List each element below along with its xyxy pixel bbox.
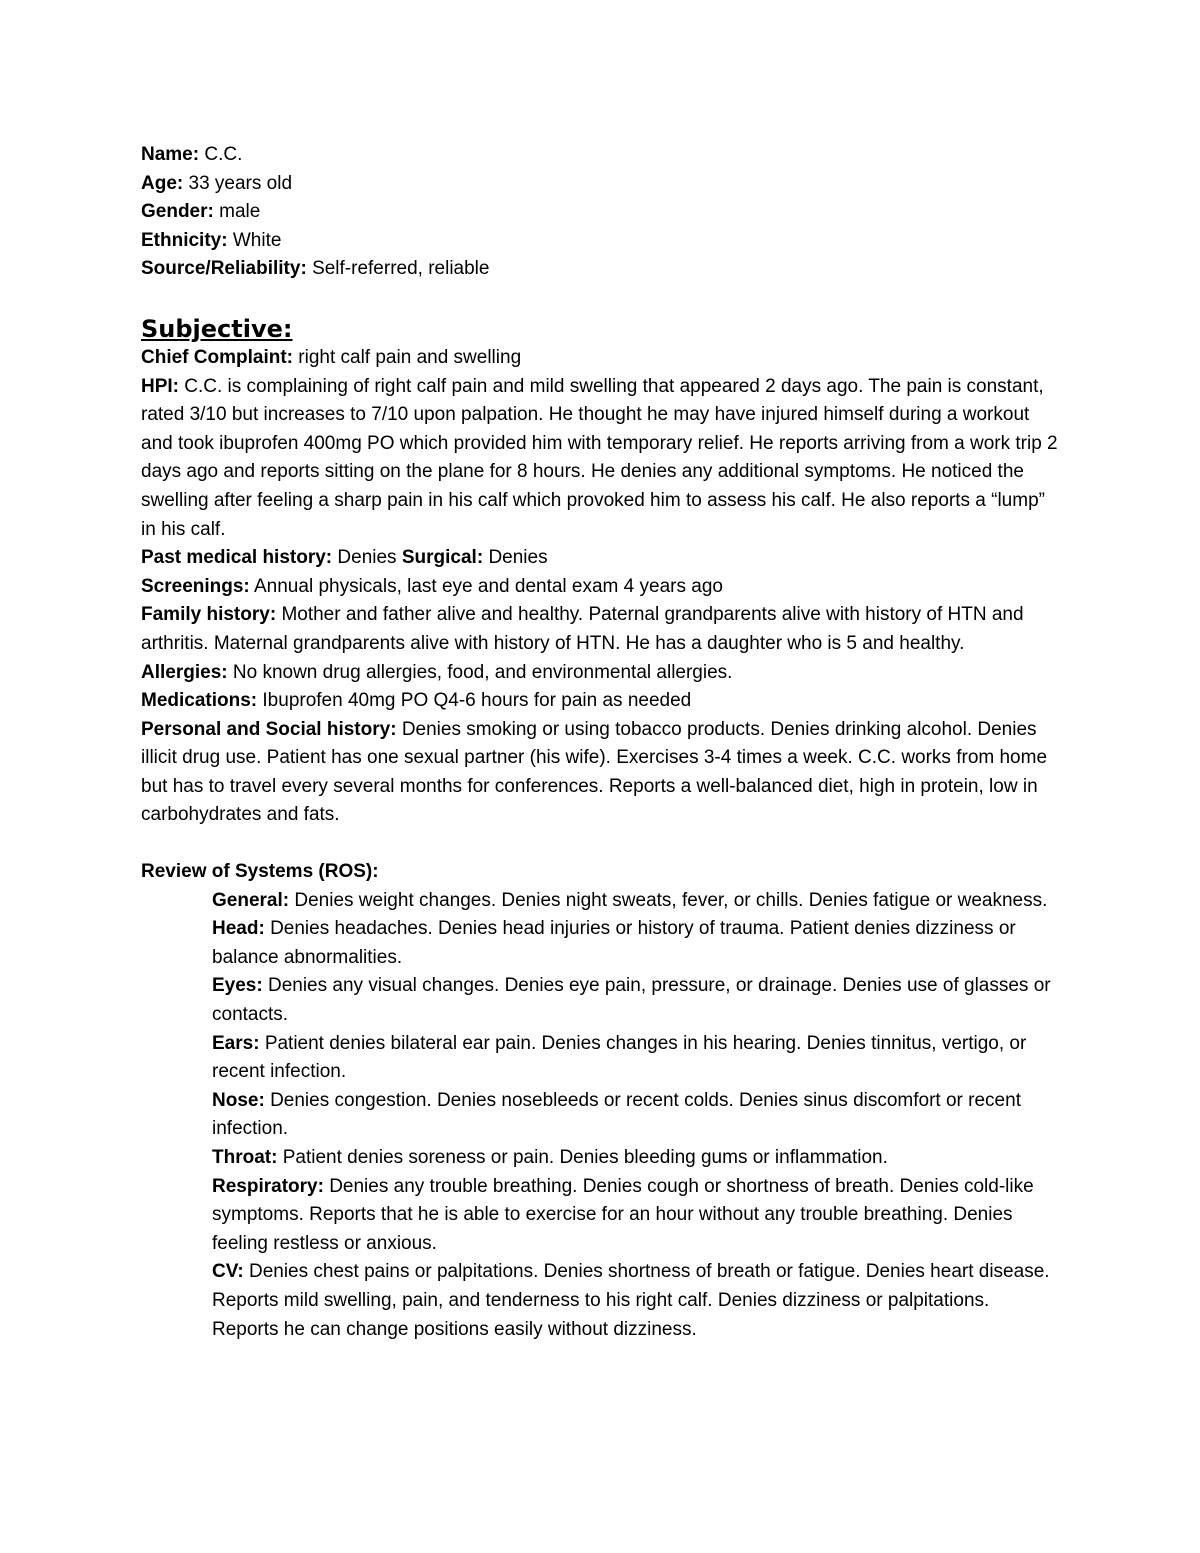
screenings-value: Annual physicals, last eye and dental exam 4 years ago	[254, 575, 723, 597]
ros-list	[212, 887, 1061, 1345]
pmh-line	[141, 544, 1061, 573]
ros-label: Respiratory:	[212, 1175, 324, 1197]
ros-value: Denies any visual changes. Denies eye pain, pressure, or drainage. Denies use of glasses or contacts.	[212, 975, 1051, 1026]
subjective-heading: Subjective:	[141, 314, 293, 343]
ros-item-eyes	[212, 972, 1061, 1029]
name-line	[141, 141, 1061, 170]
document-page	[141, 141, 1061, 1344]
social-value: Denies smoking or using tobacco products. Denies drinking alcohol. Denies illicit drug use. Patient has one sexual partner (his wife). Exercises 3-4 times a week. C.C. works from home but has to travel every several months for conferences. Reports a well-balanced diet, high in protein, low in carbohydrates and fats.	[141, 718, 1048, 826]
ethnicity-value: White	[232, 229, 282, 251]
ros-item-head	[212, 915, 1061, 972]
gender-value: male	[219, 201, 261, 223]
ros-value: Patient denies bilateral ear pain. Denies changes in his hearing. Denies tinnitus, vertigo, or recent infection.	[212, 1032, 1027, 1083]
gender-line	[141, 198, 1061, 227]
ros-label: General:	[212, 889, 290, 911]
allergies-label: Allergies:	[141, 661, 228, 683]
ros-item-general	[212, 887, 1061, 916]
source-value: Self-referred, reliable	[312, 258, 490, 280]
ros-heading: Review of Systems (ROS):	[141, 861, 379, 883]
family-label: Family history:	[141, 604, 277, 626]
ros-item-ears	[212, 1030, 1061, 1087]
family-history	[141, 601, 1061, 658]
surgical-label: Surgical:	[401, 547, 484, 569]
hpi-paragraph	[141, 373, 1061, 545]
family-value: Mother and father alive and healthy. Paternal grandparents alive with history of HTN and arthritis. Maternal grandparents alive with history of HTN. He has a daughter who is 5 and healthy.	[141, 604, 1024, 654]
ethnicity-line	[141, 227, 1061, 256]
allergies-value: No known drug allergies, food, and environmental allergies.	[232, 661, 733, 683]
hpi-label: HPI:	[141, 375, 179, 397]
chief-complaint	[141, 344, 1061, 373]
allergies-line	[141, 659, 1061, 688]
medications-line	[141, 687, 1061, 716]
ros-value: Denies weight changes. Denies night sweats, fever, or chills. Denies fatigue or weakness.	[294, 889, 1048, 911]
ros-label: Ears:	[212, 1032, 260, 1054]
age-value: 33 years old	[188, 172, 293, 194]
age-line	[141, 170, 1061, 199]
medications-label: Medications:	[141, 690, 258, 712]
pmh-value: Denies	[337, 547, 397, 569]
pmh-label: Past medical history:	[141, 547, 333, 569]
name-value: C.C.	[204, 144, 243, 165]
ros-label: CV:	[212, 1261, 244, 1283]
source-line	[141, 255, 1061, 284]
ros-label: Eyes:	[212, 975, 263, 997]
medications-value: Ibuprofen 40mg PO Q4-6 hours for pain as needed	[262, 690, 692, 712]
name-label: Name:	[141, 144, 200, 165]
ros-label: Throat:	[212, 1147, 278, 1168]
screenings-label: Screenings:	[141, 575, 250, 597]
gender-label: Gender:	[141, 201, 214, 223]
ros-value: Patient denies soreness or pain. Denies bleeding gums or inflammation.	[282, 1147, 888, 1168]
social-label: Personal and Social history:	[141, 718, 397, 740]
ros-item-cv	[212, 1258, 1061, 1344]
age-label: Age:	[141, 172, 184, 194]
ros-label: Nose:	[212, 1089, 265, 1111]
chief-label: Chief Complaint:	[141, 346, 293, 368]
ros-value: Denies any trouble breathing. Denies cough or shortness of breath. Denies cold-like symptoms. Reports that he is able to exercise for an hour without any trouble breathing. Denies feeling restless or anxious.	[212, 1175, 1034, 1254]
source-label: Source/Reliability:	[141, 258, 307, 280]
ros-item-nose	[212, 1087, 1061, 1144]
ethnicity-label: Ethnicity:	[141, 229, 228, 251]
chief-value: right calf pain and swelling	[298, 346, 522, 368]
surgical-value: Denies	[488, 547, 548, 569]
ros-value: Denies chest pains or palpitations. Denies shortness of breath or fatigue. Denies heart disease. Reports mild swelling, pain, and tenderness to his right calf. Denies dizziness or palpitations. Reports he can change positions easily without dizziness.	[212, 1261, 1050, 1340]
ros-value: Denies congestion. Denies nosebleeds or recent colds. Denies sinus discomfort or recent infection.	[212, 1089, 1021, 1140]
ros-item-respiratory	[212, 1173, 1061, 1259]
ros-value: Denies headaches. Denies head injuries or history of trauma. Patient denies dizziness or balance abnormalities.	[212, 918, 1016, 968]
screenings-line	[141, 573, 1061, 602]
hpi-value: C.C. is complaining of right calf pain and mild swelling that appeared 2 days ago. The pain is constant, rated 3/10 but increases to 7/10 upon palpation. He thought he may have injured himself during a workout and took ibuprofen 400mg PO which provided him with temporary relief. He reports arriving from a work trip 2 days ago and reports sitting on the plane for 8 hours. He denies any additional symptoms. He noticed the swelling after feeling a sharp pain in his calf which provoked him to assess his calf. He also reports a “lump” in his calf.	[141, 375, 1058, 540]
ros-label: Head:	[212, 918, 265, 940]
social-history	[141, 716, 1061, 830]
ros-item-throat	[212, 1144, 1061, 1173]
